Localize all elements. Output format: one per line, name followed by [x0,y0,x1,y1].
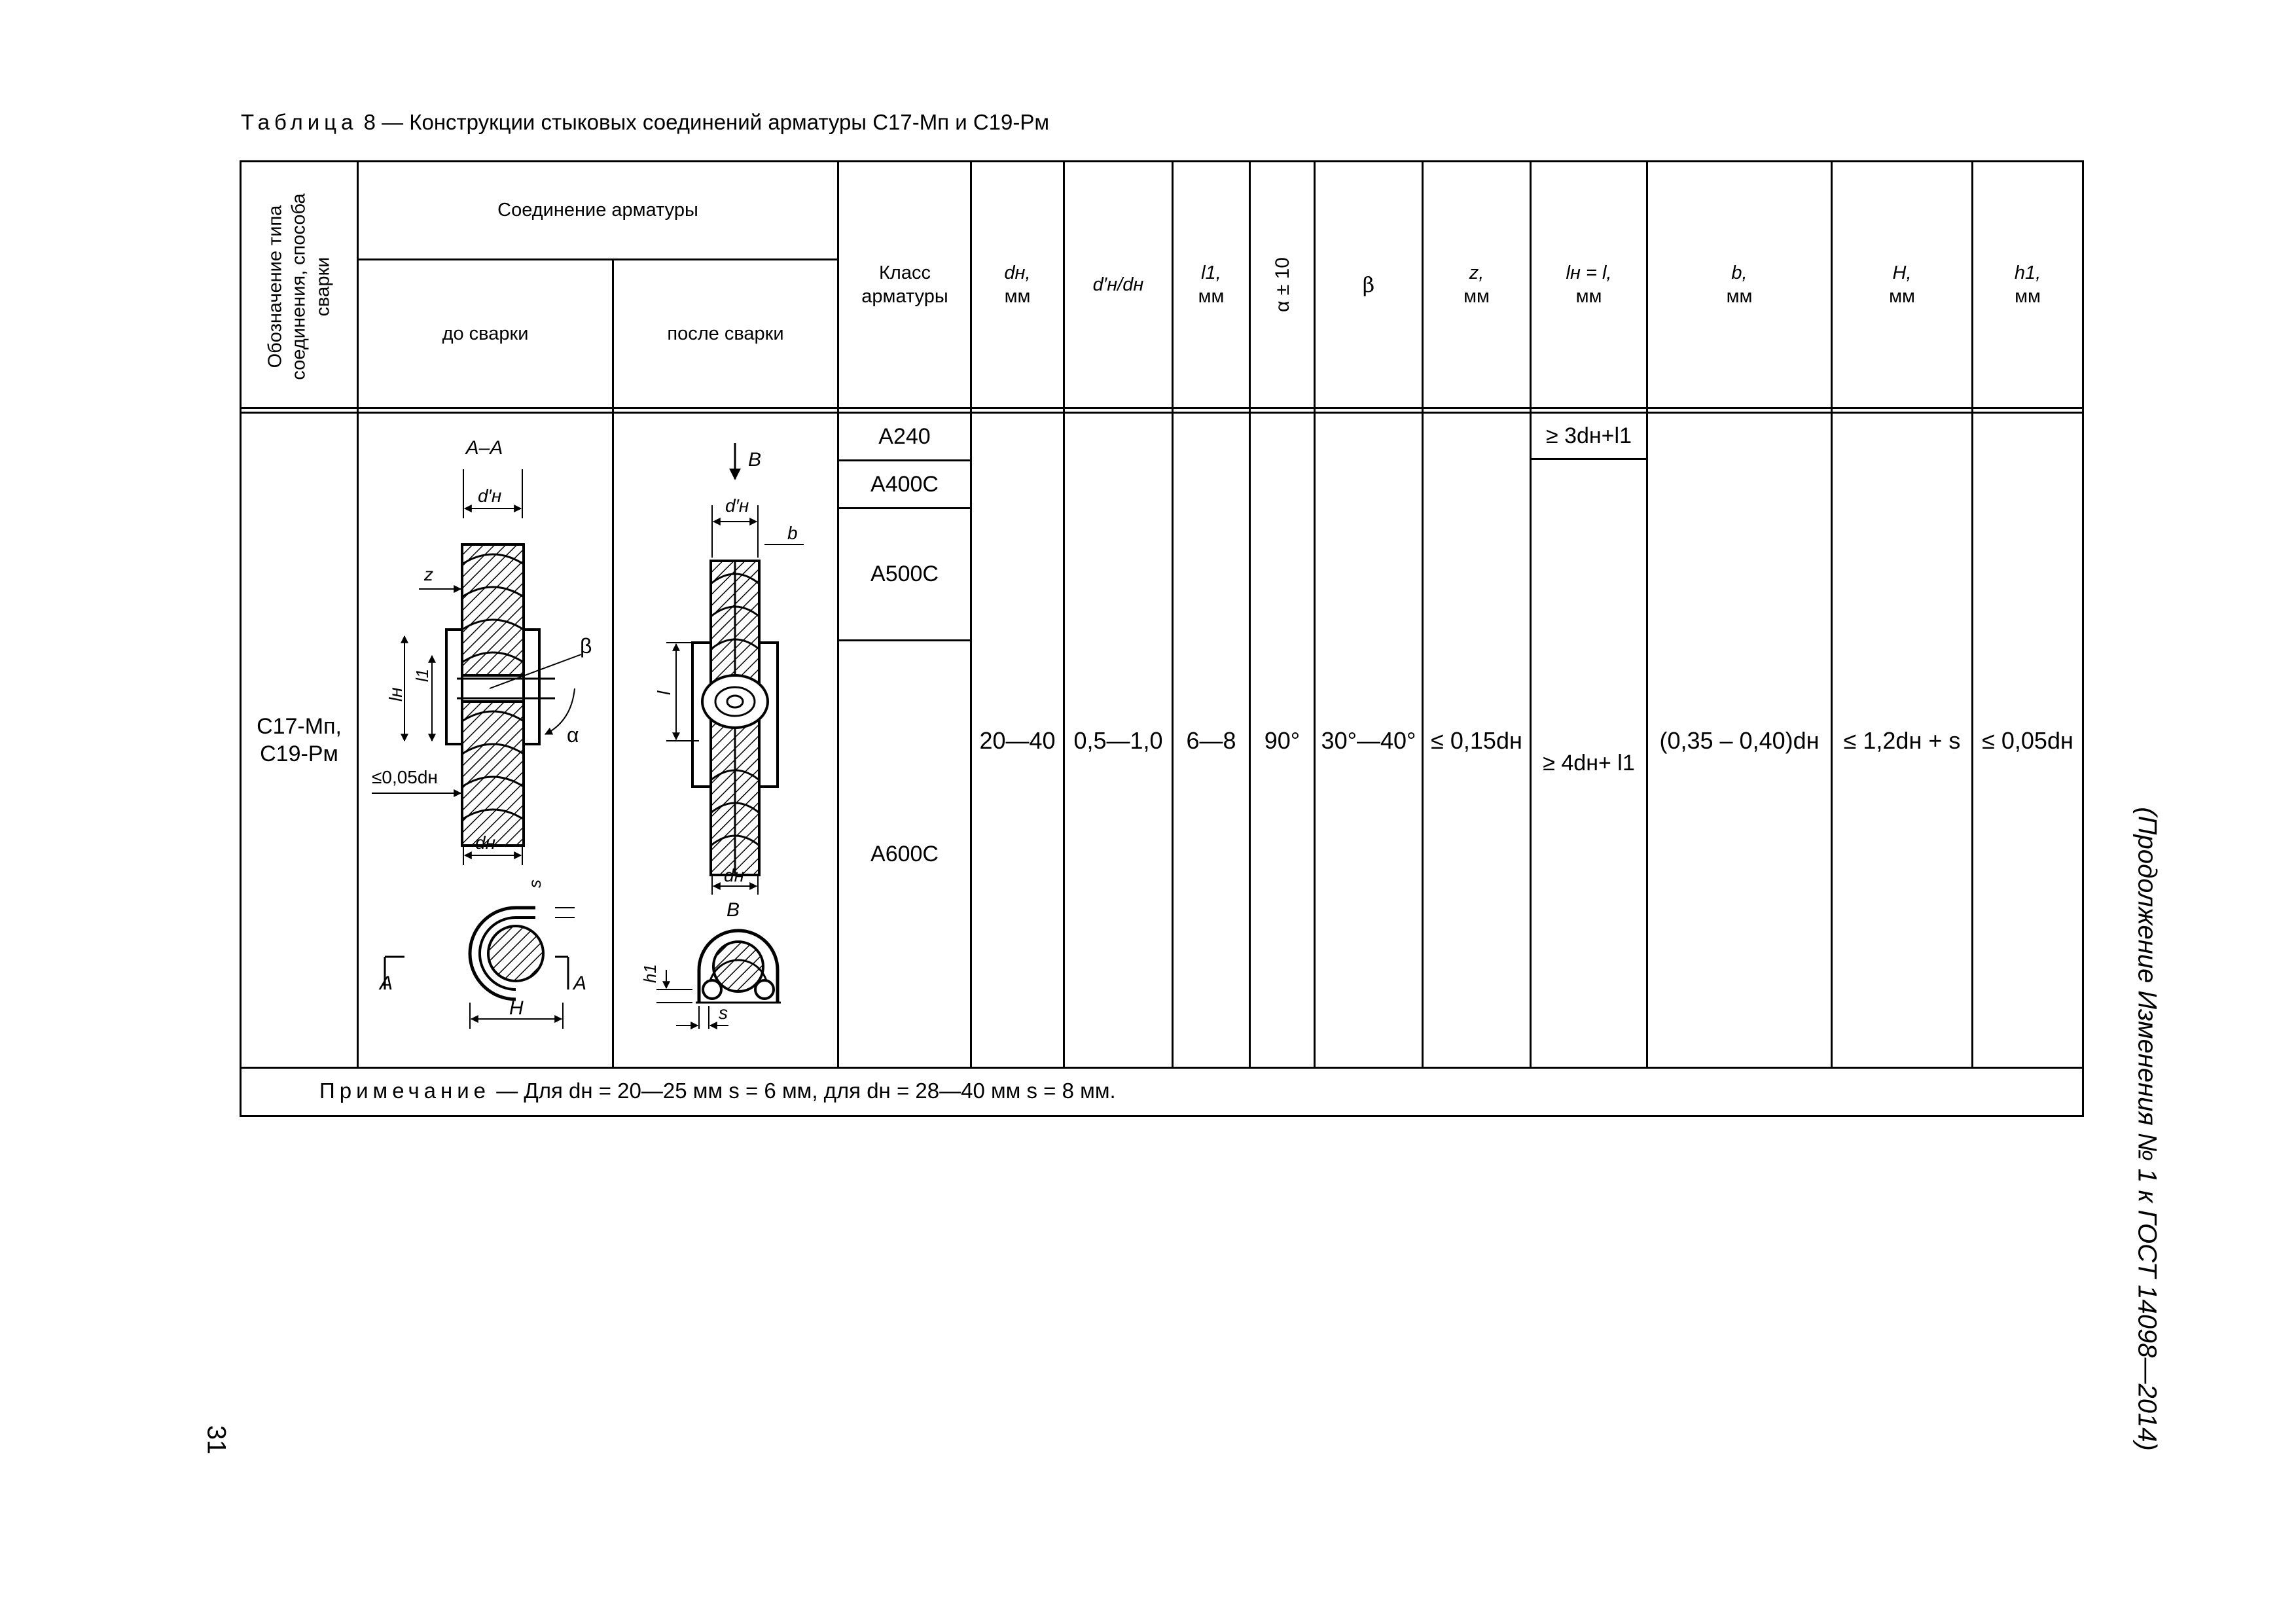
header-after-welding: после сварки [667,323,784,344]
value-beta: 30°—40° [1321,726,1416,754]
label-l: l [654,690,674,695]
header-dn: dн, мм [1004,262,1031,307]
section-label: А–А [465,437,503,459]
label-dn-after: dн [724,865,744,885]
header-joint: Соединение арматуры [497,200,698,221]
label-section-a-left: A [380,972,393,994]
header-alpha: α ± 10 [1272,257,1293,312]
label-dn: dн [475,832,495,853]
class-a240: А240 [878,423,931,449]
header-l1: l1, мм [1198,262,1225,307]
drawing-after-welding [614,414,837,1067]
label-section-a-right: A [573,972,587,994]
value-alpha: 90° [1264,726,1300,754]
label-dn-prime: d′н [478,486,502,506]
header-designation: Обозначение типа соединения, способа сварки [264,192,334,380]
value-z: ≤ 0,15dн [1431,726,1522,754]
header-z: z, мм [1463,262,1490,307]
label-B-top: B [748,449,762,471]
label-z: z [424,564,433,584]
class-a600c: А600С [870,841,939,866]
header-class: Класс арматуры [861,262,948,307]
caption-text: 8 — Конструкции стыковых соединений арматуры С17-Мп и С19-Рм [363,110,1050,134]
value-l1: 6—8 [1186,726,1236,754]
label-B-bottom: B [726,899,740,921]
label-005dn: ≤0,05dн [372,767,438,787]
label-s-after: s [719,1003,728,1023]
row-designation: С17-Мп, С19-Рм [257,713,342,766]
value-b: (0,35 – 0,40)dн [1659,726,1820,754]
value-ln-other: ≥ 4dн+ l1 [1543,751,1635,776]
page-number: 31 [202,1425,231,1455]
value-ln-a240: ≥ 3dн+l1 [1545,423,1632,448]
label-H: H [509,997,524,1019]
header-b: b, мм [1726,262,1753,307]
value-dn: 20—40 [979,726,1056,754]
label-l1: l1 [412,668,432,682]
label-h1: h1 [640,964,660,983]
drawing-before-welding [359,414,612,1067]
class-a500c: А500С [870,562,939,587]
header-beta: β [1362,272,1375,297]
class-a400c: А400С [870,471,939,497]
label-dn-prime-after: d′н [725,495,749,516]
value-H: ≤ 1,2dн + s [1843,726,1961,754]
value-h1: ≤ 0,05dн [1982,726,2073,754]
label-ln: lн [386,687,406,702]
label-s: s [525,880,545,888]
side-note: (Продолжение Изменения № 1 к ГОСТ 14098—2014) [2132,807,2162,1451]
value-ratio: 0,5—1,0 [1073,726,1163,754]
label-beta: β [580,634,592,658]
table-caption [241,110,1049,135]
label-alpha: α [567,723,579,747]
caption-label: Таблица [241,110,358,134]
header-ln: lн = l, мм [1566,262,1612,307]
label-b: b [787,523,798,543]
header-before-welding: до сварки [442,323,529,344]
header-h1: h1, мм [2014,262,2041,307]
table-note: Примечание — Для dн = 20—25 мм s = 6 мм, для dн = 28—40 мм s = 8 мм. [319,1079,1116,1103]
header-H: H, мм [1889,262,1915,307]
header-ratio: d′н/dн [1092,274,1144,295]
